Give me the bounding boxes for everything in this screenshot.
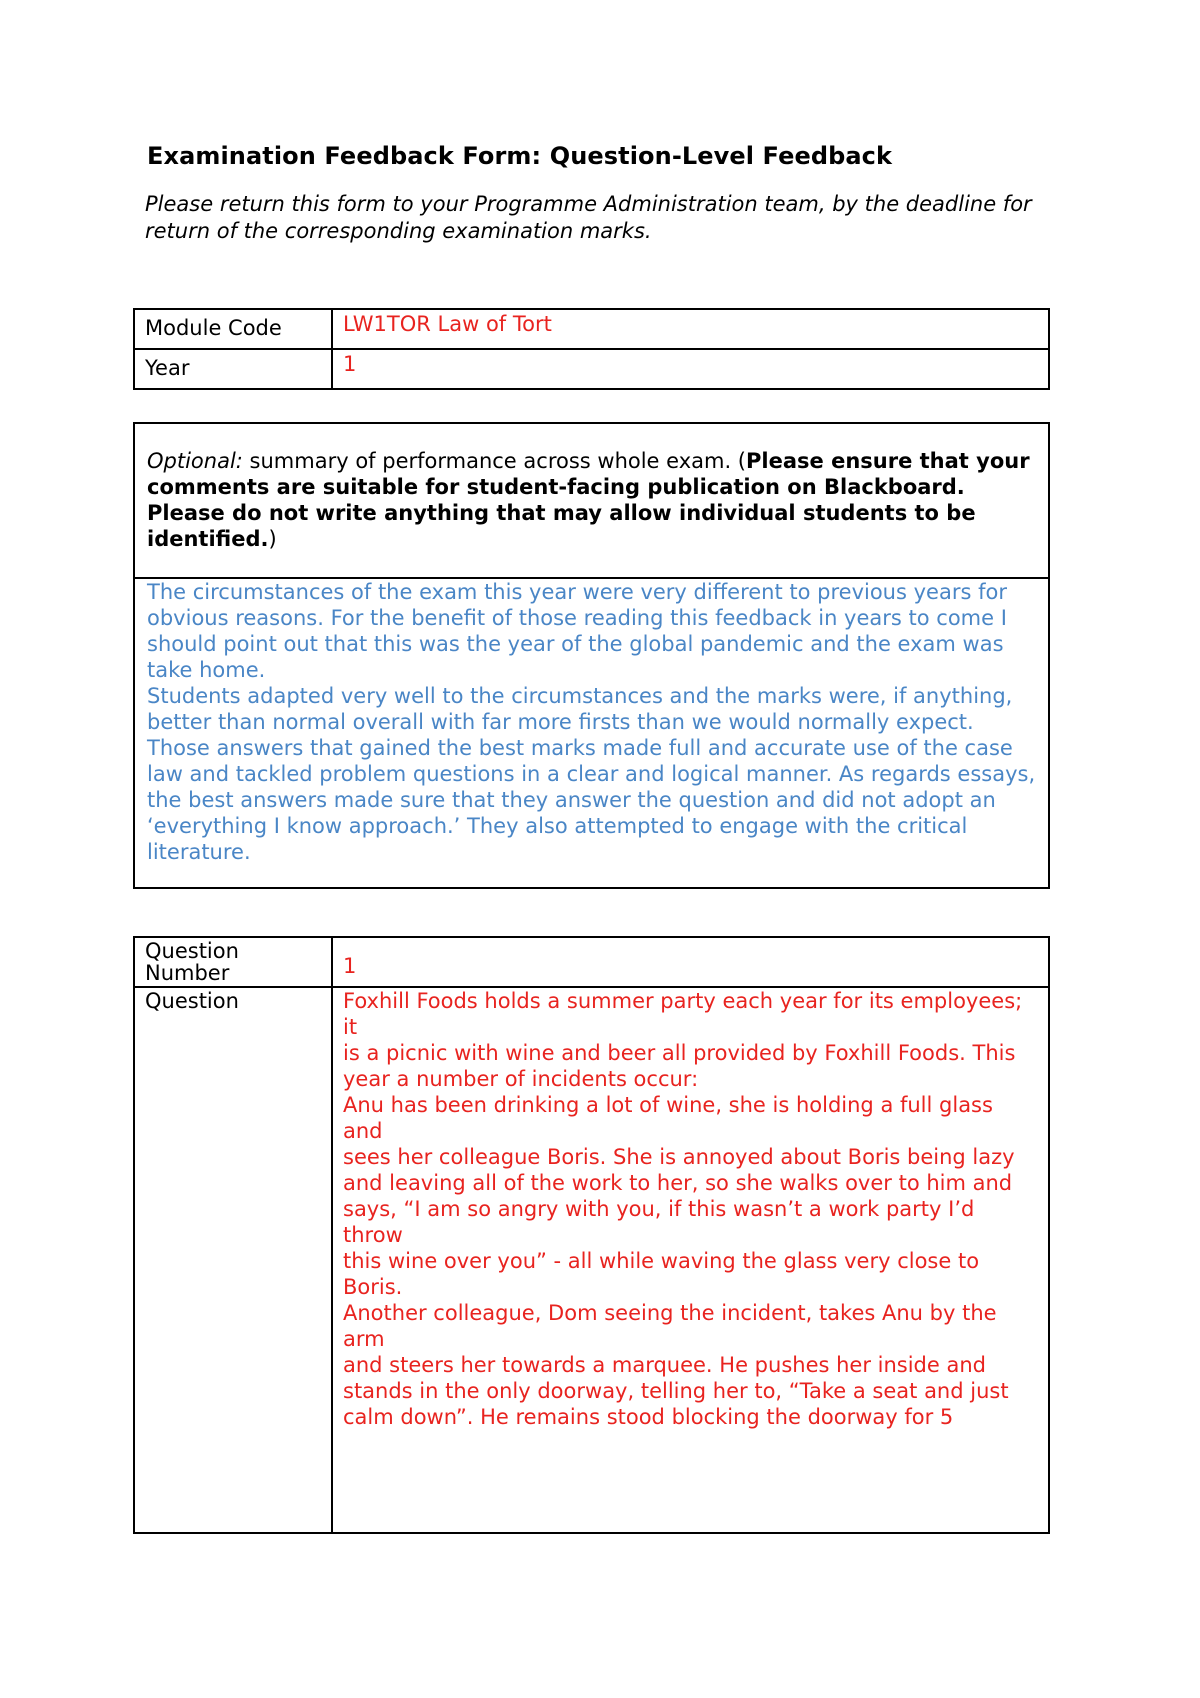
- question-line: and steers her towards a marquee. He pushes her inside and: [343, 1353, 986, 1377]
- page-title: Examination Feedback Form: Question-Level Feedback: [147, 142, 893, 170]
- question-line: year a number of incidents occur:: [343, 1067, 699, 1091]
- prompt-bold: Please ensure that your comments are suitable for student-facing publication on Blackboard. Please do not write anything that may allow individual students to be identified.: [147, 449, 1030, 551]
- question-number-label: Question Number: [134, 937, 332, 987]
- question-line: stands in the only doorway, telling her to, “Take a seat and just: [343, 1379, 1009, 1403]
- question-number-value: 1: [332, 937, 1049, 987]
- question-label: Question: [134, 987, 332, 1533]
- year-value: 1: [332, 349, 1049, 389]
- question-line: says, “I am so angry with you, if this wasn’t a work party I’d throw: [343, 1197, 975, 1247]
- module-code-row: [134, 309, 1049, 349]
- module-code-value: LW1TOR Law of Tort: [332, 309, 1049, 349]
- module-code-label: Module Code: [134, 309, 332, 349]
- question-line: this wine over you” - all while waving the glass very close to Boris.: [343, 1249, 980, 1299]
- question-table: [133, 936, 1050, 1534]
- summary-table: [133, 422, 1050, 889]
- summary-header-row: [134, 423, 1049, 578]
- question-row: [134, 987, 1049, 1533]
- question-line: Another colleague, Dom seeing the incident, takes Anu by the arm: [343, 1301, 997, 1351]
- summary-prompt: [134, 423, 1049, 578]
- summary-paragraph: The circumstances of the exam this year were very different to previous years for obvious reasons. For the benefit of those reading this feedback in years to come I should point out that this was the year of the global pandemic and the exam was take home.: [147, 580, 1007, 682]
- summary-paragraph: Those answers that gained the best marks made full and accurate use of the case law and tackled problem questions in a clear and logical manner. As regards essays, the best answers made sure that they answer the question and did not adopt an ‘everything I know approach.’ They also attempted to engage with the critical literature.: [147, 736, 1036, 864]
- optional-label: Optional:: [147, 449, 243, 473]
- question-line: is a picnic with wine and beer all provided by Foxhill Foods. This: [343, 1041, 1016, 1065]
- question-text: [332, 987, 1049, 1533]
- summary-text: [134, 578, 1049, 888]
- intro-instruction: Please return this form to your Programme Administration team, by the deadline for return of the corresponding examination marks.: [145, 192, 1032, 243]
- question-line: sees her colleague Boris. She is annoyed about Boris being lazy: [343, 1145, 1015, 1169]
- question-line: and leaving all of the work to her, so she walks over to him and: [343, 1171, 1013, 1195]
- year-label: Year: [134, 349, 332, 389]
- module-table: [133, 308, 1050, 390]
- prompt-close: ): [268, 527, 277, 551]
- summary-paragraph: Students adapted very well to the circumstances and the marks were, if anything, better than normal overall with far more firsts than we would normally expect.: [147, 684, 1013, 734]
- question-number-row: [134, 937, 1049, 987]
- summary-body-row: [134, 578, 1049, 888]
- question-line: Foxhill Foods holds a summer party each year for its employees; it: [343, 989, 1023, 1039]
- question-line: calm down”. He remains stood blocking the doorway for 5: [343, 1405, 954, 1429]
- year-row: [134, 349, 1049, 389]
- prompt-plain: summary of performance across whole exam. (: [242, 449, 747, 473]
- question-line: Anu has been drinking a lot of wine, she is holding a full glass and: [343, 1093, 993, 1143]
